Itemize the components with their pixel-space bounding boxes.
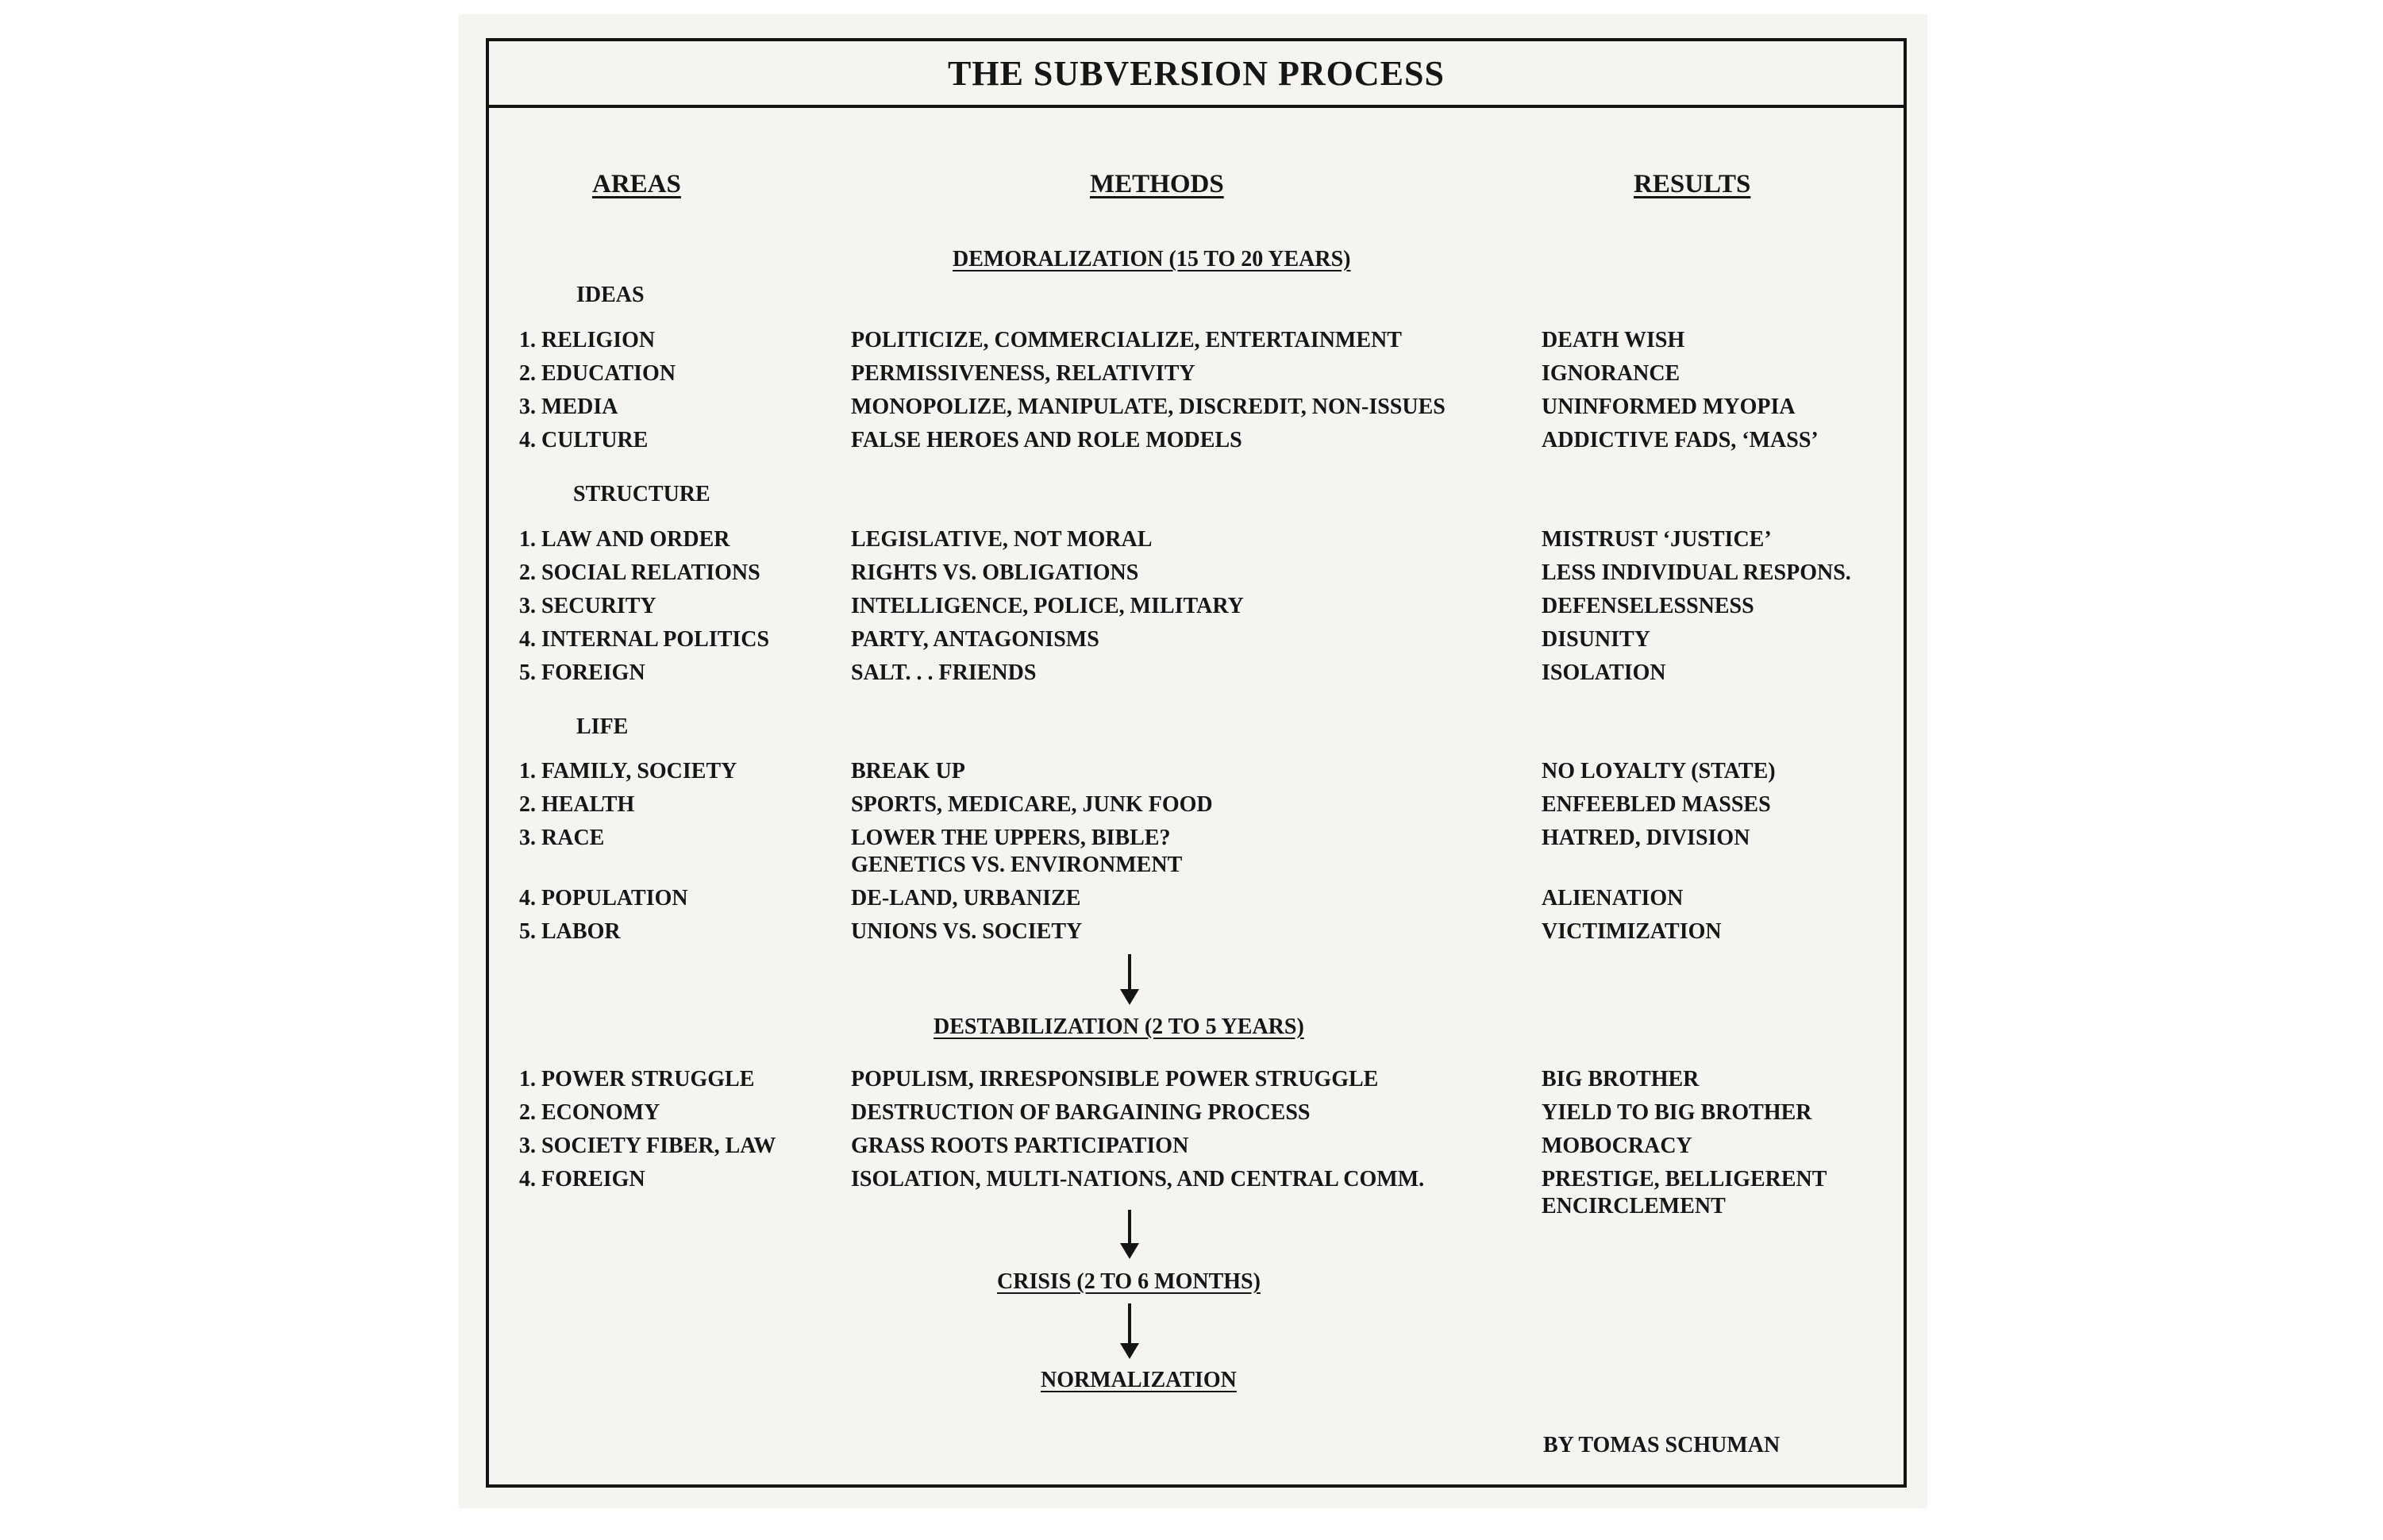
area-cell: 3. MEDIA — [519, 395, 618, 419]
phase-demoralization: DEMORALIZATION (15 TO 20 YEARS) — [953, 247, 1351, 271]
down-arrow-icon — [1120, 1303, 1139, 1359]
area-cell: 2. ECONOMY — [519, 1100, 660, 1125]
area-cell: 1. LAW AND ORDER — [519, 527, 730, 552]
down-arrow-icon — [1120, 954, 1139, 1005]
method-cell: POPULISM, IRRESPONSIBLE POWER STRUGGLE — [851, 1067, 1379, 1091]
area-cell: 2. SOCIAL RELATIONS — [519, 560, 760, 585]
result-cell: ENFEEBLED MASSES — [1542, 792, 1771, 817]
area-cell: 3. SOCIETY FIBER, LAW — [519, 1134, 776, 1158]
method-cell: PERMISSIVENESS, RELATIVITY — [851, 361, 1195, 386]
method-cell: GENETICS VS. ENVIRONMENT — [851, 853, 1183, 877]
area-cell: 2. HEALTH — [519, 792, 635, 817]
result-cell: ENCIRCLEMENT — [1542, 1194, 1726, 1219]
result-cell: PRESTIGE, BELLIGERENT — [1542, 1167, 1827, 1192]
area-cell: 1. RELIGION — [519, 328, 656, 352]
result-cell: IGNORANCE — [1542, 361, 1680, 386]
result-cell: NO LOYALTY (STATE) — [1542, 759, 1776, 783]
group-heading-ideas: IDEAS — [576, 283, 645, 307]
column-header-areas: AREAS — [592, 170, 681, 198]
column-header-results: RESULTS — [1634, 170, 1751, 198]
area-cell: 1. POWER STRUGGLE — [519, 1067, 755, 1091]
result-cell: DISUNITY — [1542, 627, 1650, 652]
method-cell: BREAK UP — [851, 759, 965, 783]
result-cell: LESS INDIVIDUAL RESPONS. — [1542, 560, 1851, 585]
area-cell: 5. FOREIGN — [519, 660, 645, 685]
result-cell: MISTRUST ‘JUSTICE’ — [1542, 527, 1772, 552]
phase-destabilization: DESTABILIZATION (2 TO 5 YEARS) — [934, 1014, 1304, 1039]
page-title: THE SUBVERSION PROCESS — [489, 41, 1904, 108]
method-cell: INTELLIGENCE, POLICE, MILITARY — [851, 594, 1244, 618]
area-cell: 4. POPULATION — [519, 886, 688, 911]
result-cell: HATRED, DIVISION — [1542, 826, 1750, 850]
column-header-methods: METHODS — [1090, 170, 1224, 198]
method-cell: LOWER THE UPPERS, BIBLE? — [851, 826, 1171, 850]
area-cell: 4. FOREIGN — [519, 1167, 645, 1192]
result-cell: DEATH WISH — [1542, 328, 1685, 352]
method-cell: ISOLATION, MULTI-NATIONS, AND CENTRAL COMM. — [851, 1167, 1425, 1192]
diagram-frame — [486, 38, 1907, 1488]
area-cell: 3. RACE — [519, 826, 605, 850]
method-cell: SALT. . . FRIENDS — [851, 660, 1037, 685]
group-heading-structure: STRUCTURE — [573, 482, 710, 506]
method-cell: DE-LAND, URBANIZE — [851, 886, 1081, 911]
phase-crisis: CRISIS (2 TO 6 MONTHS) — [997, 1269, 1261, 1294]
method-cell: MONOPOLIZE, MANIPULATE, DISCREDIT, NON-ISSUES — [851, 395, 1446, 419]
author-credit: BY TOMAS SCHUMAN — [1543, 1433, 1781, 1457]
method-cell: GRASS ROOTS PARTICIPATION — [851, 1134, 1189, 1158]
result-cell: BIG BROTHER — [1542, 1067, 1700, 1091]
down-arrow-icon — [1120, 1210, 1139, 1259]
result-cell: YIELD TO BIG BROTHER — [1542, 1100, 1812, 1125]
area-cell: 5. LABOR — [519, 919, 621, 944]
method-cell: SPORTS, MEDICARE, JUNK FOOD — [851, 792, 1213, 817]
result-cell: ALIENATION — [1542, 886, 1684, 911]
result-cell: DEFENSELESSNESS — [1542, 594, 1754, 618]
result-cell: MOBOCRACY — [1542, 1134, 1692, 1158]
area-cell: 4. INTERNAL POLITICS — [519, 627, 770, 652]
area-cell: 4. CULTURE — [519, 428, 649, 452]
method-cell: RIGHTS VS. OBLIGATIONS — [851, 560, 1139, 585]
result-cell: UNINFORMED MYOPIA — [1542, 395, 1796, 419]
group-heading-life: LIFE — [576, 714, 629, 739]
method-cell: FALSE HEROES AND ROLE MODELS — [851, 428, 1242, 452]
area-cell: 3. SECURITY — [519, 594, 656, 618]
phase-normalization: NORMALIZATION — [1041, 1368, 1237, 1392]
method-cell: LEGISLATIVE, NOT MORAL — [851, 527, 1153, 552]
area-cell: 1. FAMILY, SOCIETY — [519, 759, 737, 783]
result-cell: ISOLATION — [1542, 660, 1666, 685]
result-cell: VICTIMIZATION — [1542, 919, 1722, 944]
method-cell: UNIONS VS. SOCIETY — [851, 919, 1083, 944]
method-cell: PARTY, ANTAGONISMS — [851, 627, 1099, 652]
area-cell: 2. EDUCATION — [519, 361, 676, 386]
method-cell: DESTRUCTION OF BARGAINING PROCESS — [851, 1100, 1311, 1125]
method-cell: POLITICIZE, COMMERCIALIZE, ENTERTAINMENT — [851, 328, 1402, 352]
result-cell: ADDICTIVE FADS, ‘MASS’ — [1542, 428, 1819, 452]
